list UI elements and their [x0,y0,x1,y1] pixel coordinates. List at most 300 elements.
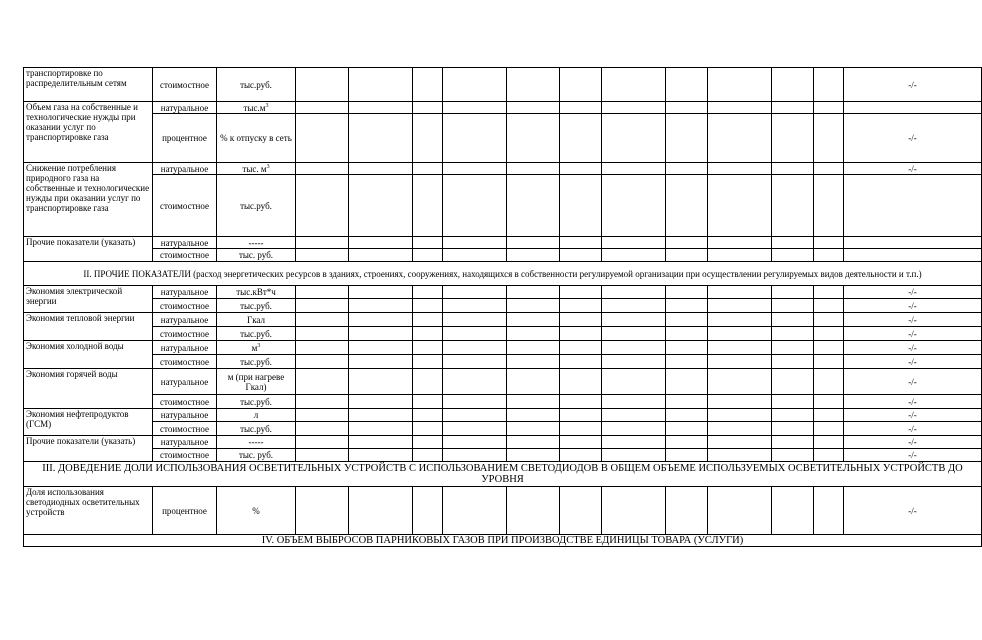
empty-cell [349,422,413,436]
empty-cell [413,114,443,163]
empty-cell [666,286,708,299]
indicator-name: транспортировке по распределительным сетям [24,68,153,102]
empty-cell [772,102,814,114]
indicator-type: натуральное [153,436,217,449]
empty-cell [814,422,844,436]
table-row [24,237,982,249]
empty-cell [507,355,560,369]
empty-cell [772,313,814,327]
indicator-type: натуральное [153,163,217,175]
empty-cell [443,286,507,299]
empty-cell [560,299,602,313]
empty-cell [666,436,708,449]
empty-cell [708,237,772,249]
indicator-type: стоимостное [153,249,217,262]
indicator-name: Экономия горячей воды [24,369,153,409]
empty-cell [296,395,349,409]
empty-cell [666,299,708,313]
empty-cell [708,327,772,341]
empty-cell [772,327,814,341]
table-row [24,436,982,449]
empty-cell [602,369,666,395]
table-row [24,395,982,409]
indicator-type: процентное [153,487,217,535]
empty-cell [772,175,814,237]
empty-cell [296,249,349,262]
empty-cell [814,369,844,395]
empty-cell [708,175,772,237]
empty-cell [814,114,844,163]
empty-cell [413,68,443,102]
indicator-name: Прочие показатели (указать) [24,436,153,462]
empty-cell [349,237,413,249]
empty-cell [413,449,443,462]
empty-cell [772,68,814,102]
empty-cell [349,175,413,237]
empty-cell [349,68,413,102]
table-row [24,249,982,262]
value-mark: -/- [844,327,982,341]
indicator-unit: тыс.руб. [217,422,296,436]
indicator-type: натуральное [153,313,217,327]
empty-cell [602,102,666,114]
indicator-name: Экономия электрической энергии [24,286,153,313]
empty-cell [443,68,507,102]
empty-cell [602,286,666,299]
empty-cell [708,422,772,436]
value-mark: -/- [844,395,982,409]
empty-cell [708,355,772,369]
value-mark: -/- [844,487,982,535]
table-row [24,327,982,341]
empty-cell [443,369,507,395]
empty-cell [349,249,413,262]
empty-cell [708,409,772,422]
table-row [24,175,982,237]
table-row [24,369,982,395]
empty-cell [814,341,844,355]
indicator-type: стоимостное [153,355,217,369]
empty-cell [772,395,814,409]
empty-cell [772,237,814,249]
empty-cell [413,436,443,449]
empty-cell [814,175,844,237]
empty-cell [413,355,443,369]
empty-cell [560,237,602,249]
empty-cell [507,436,560,449]
indicator-unit: тыс.руб. [217,355,296,369]
empty-cell [413,237,443,249]
empty-cell [443,422,507,436]
empty-cell [666,341,708,355]
empty-cell [814,395,844,409]
indicator-unit: м (при нагреве Гкал) [217,369,296,395]
empty-cell [349,409,413,422]
indicator-name: Прочие показатели (указать) [24,237,153,262]
empty-cell [708,102,772,114]
empty-cell [772,299,814,313]
value-mark: -/- [844,449,982,462]
empty-cell [602,341,666,355]
section-heading: III. ДОВЕДЕНИЕ ДОЛИ ИСПОЛЬЗОВАНИЯ ОСВЕТИТЕЛЬНЫХ УСТРОЙСТВ С ИСПОЛЬЗОВАНИЕМ СВЕТОДИОДОВ В ОБЩЕМ ОБЪЕМЕ ИСПОЛЬЗУЕМЫХ ОСВЕТИТЕЛЬНЫХ УСТРОЙСТВ ДО УРОВНЯ [24,462,982,487]
empty-cell [507,68,560,102]
empty-cell [560,114,602,163]
indicator-unit: тыс.кВт*ч [217,286,296,299]
section-row [24,535,982,547]
value-mark: -/- [844,409,982,422]
value-mark: -/- [844,299,982,313]
value-mark: -/- [844,355,982,369]
empty-cell [413,313,443,327]
empty-cell [443,436,507,449]
empty-cell [507,487,560,535]
empty-cell [666,68,708,102]
empty-cell [602,237,666,249]
empty-cell [708,487,772,535]
empty-cell [296,341,349,355]
empty-cell [296,487,349,535]
table-row [24,163,982,175]
empty-cell [507,327,560,341]
empty-cell [296,449,349,462]
empty-cell [443,487,507,535]
empty-cell [349,313,413,327]
empty-cell [772,114,814,163]
empty-cell [296,369,349,395]
empty-cell [602,114,666,163]
table-row [24,68,982,102]
indicator-name: Объем газа на собственные и технологические нужды при оказании услуг по транспортировке газа [24,102,153,163]
empty-cell [666,355,708,369]
empty-cell [560,369,602,395]
indicator-name: Экономия нефтепродуктов (ГСМ) [24,409,153,436]
indicator-unit: % [217,487,296,535]
empty-cell [602,409,666,422]
indicator-unit: тыс.руб. [217,327,296,341]
empty-cell [602,487,666,535]
empty-cell [296,237,349,249]
empty-cell [708,395,772,409]
empty-cell [772,341,814,355]
indicator-unit: тыс. руб. [217,449,296,462]
empty-cell [349,341,413,355]
indicator-unit: тыс.руб. [217,299,296,313]
indicator-name: Экономия холодной воды [24,341,153,369]
empty-cell [413,327,443,341]
table-row [24,355,982,369]
empty-cell [814,327,844,341]
empty-cell [772,355,814,369]
section-heading: IV. ОБЪЕМ ВЫБРОСОВ ПАРНИКОВЫХ ГАЗОВ ПРИ ПРОИЗВОДСТВЕ ЕДИНИЦЫ ТОВАРА (УСЛУГИ) [24,535,982,547]
empty-cell [413,369,443,395]
empty-cell [666,102,708,114]
empty-cell [507,286,560,299]
empty-cell [507,249,560,262]
indicator-unit: тыс. $м^3$ [217,163,296,175]
empty-cell [666,175,708,237]
empty-cell [413,395,443,409]
empty-cell [814,487,844,535]
indicators-table [23,67,982,547]
value-mark: -/- [844,422,982,436]
empty-cell [708,114,772,163]
empty-cell [507,422,560,436]
indicator-type: натуральное [153,237,217,249]
empty-cell [814,68,844,102]
empty-cell [666,163,708,175]
table-row [24,286,982,299]
section-row [24,462,982,487]
empty-cell [772,436,814,449]
empty-cell [296,299,349,313]
indicator-type: процентное [153,114,217,163]
table-row [24,409,982,422]
indicator-unit: ----- [217,436,296,449]
empty-cell [443,395,507,409]
section-heading: II. ПРОЧИЕ ПОКАЗАТЕЛИ (расход энергетических ресурсов в зданиях, строениях, сооружениях, находящихся в собственности регулируемой организации при осуществлении регулируемых видов деятельности и т.п.) [24,262,982,286]
empty-cell [666,369,708,395]
empty-cell [560,449,602,462]
indicator-type: стоимостное [153,299,217,313]
empty-cell [560,327,602,341]
empty-cell [349,355,413,369]
indicator-unit: тыс.руб. [217,68,296,102]
empty-cell [349,163,413,175]
empty-cell [443,449,507,462]
indicator-name: Снижение потребления природного газа на собственные и технологические нужды при оказании услуг по транспортировке газа [24,163,153,237]
empty-cell [296,313,349,327]
empty-cell [349,395,413,409]
empty-cell [507,175,560,237]
empty-cell [844,237,982,249]
empty-cell [560,249,602,262]
empty-cell [844,175,982,237]
empty-cell [708,249,772,262]
indicator-unit: тыс.руб. [217,395,296,409]
empty-cell [666,237,708,249]
empty-cell [666,327,708,341]
empty-cell [708,286,772,299]
empty-cell [560,163,602,175]
empty-cell [443,249,507,262]
value-mark: -/- [844,313,982,327]
empty-cell [814,313,844,327]
indicator-unit: $м^3$ [217,341,296,355]
empty-cell [413,422,443,436]
empty-cell [560,68,602,102]
table-row [24,487,982,535]
table-row [24,341,982,355]
empty-cell [708,369,772,395]
empty-cell [413,409,443,422]
empty-cell [814,163,844,175]
indicator-type: стоимостное [153,175,217,237]
indicator-type: натуральное [153,341,217,355]
table-row [24,449,982,462]
empty-cell [602,163,666,175]
empty-cell [708,163,772,175]
empty-cell [666,114,708,163]
empty-cell [560,341,602,355]
indicator-unit: % к отпуску в сеть [217,114,296,163]
empty-cell [296,436,349,449]
empty-cell [443,327,507,341]
indicator-name: Доля использования светодиодных осветительных устройств [24,487,153,535]
indicator-unit: л [217,409,296,422]
indicator-type: стоимостное [153,395,217,409]
indicator-type: натуральное [153,102,217,114]
empty-cell [296,355,349,369]
empty-cell [772,369,814,395]
indicator-type: натуральное [153,409,217,422]
empty-cell [708,313,772,327]
empty-cell [443,175,507,237]
empty-cell [507,237,560,249]
empty-cell [560,313,602,327]
empty-cell [602,68,666,102]
empty-cell [666,313,708,327]
empty-cell [507,449,560,462]
indicator-unit: Гкал [217,313,296,327]
empty-cell [296,163,349,175]
value-mark: -/- [844,68,982,102]
indicator-type: стоимостное [153,422,217,436]
empty-cell [296,327,349,341]
empty-cell [349,369,413,395]
empty-cell [602,313,666,327]
empty-cell [814,436,844,449]
empty-cell [560,286,602,299]
empty-cell [443,341,507,355]
empty-cell [814,102,844,114]
empty-cell [296,409,349,422]
empty-cell [413,487,443,535]
empty-cell [349,299,413,313]
empty-cell [507,102,560,114]
empty-cell [666,449,708,462]
indicator-type: стоимостное [153,449,217,462]
empty-cell [772,449,814,462]
empty-cell [296,102,349,114]
empty-cell [666,487,708,535]
empty-cell [772,409,814,422]
value-mark: -/- [844,436,982,449]
empty-cell [602,327,666,341]
value-mark: -/- [844,286,982,299]
empty-cell [772,163,814,175]
indicator-unit: тыс.руб. [217,175,296,237]
empty-cell [296,286,349,299]
value-mark: -/- [844,114,982,163]
empty-cell [349,487,413,535]
empty-cell [413,299,443,313]
empty-cell [560,102,602,114]
empty-cell [844,249,982,262]
indicator-type: стоимостное [153,68,217,102]
empty-cell [443,237,507,249]
empty-cell [413,163,443,175]
indicator-unit: ----- [217,237,296,249]
empty-cell [602,422,666,436]
empty-cell [507,313,560,327]
empty-cell [814,449,844,462]
empty-cell [507,114,560,163]
empty-cell [708,449,772,462]
empty-cell [413,341,443,355]
empty-cell [666,409,708,422]
empty-cell [507,369,560,395]
table-row [24,422,982,436]
empty-cell [814,355,844,369]
empty-cell [814,299,844,313]
empty-cell [772,249,814,262]
value-mark: -/- [844,369,982,395]
empty-cell [349,286,413,299]
empty-cell [507,299,560,313]
table-row [24,299,982,313]
empty-cell [443,313,507,327]
empty-cell [507,163,560,175]
empty-cell [560,395,602,409]
empty-cell [772,487,814,535]
empty-cell [507,341,560,355]
empty-cell [666,249,708,262]
empty-cell [708,436,772,449]
empty-cell [708,68,772,102]
empty-cell [708,341,772,355]
empty-cell [560,436,602,449]
indicator-unit: тыс. руб. [217,249,296,262]
empty-cell [507,395,560,409]
empty-cell [349,102,413,114]
empty-cell [507,409,560,422]
empty-cell [602,355,666,369]
empty-cell [602,395,666,409]
indicator-type: натуральное [153,286,217,299]
indicator-name: Экономия тепловой энергии [24,313,153,341]
indicator-unit: $тыс.м^3$ [217,102,296,114]
empty-cell [443,355,507,369]
empty-cell [602,449,666,462]
empty-cell [560,355,602,369]
empty-cell [413,102,443,114]
empty-cell [602,175,666,237]
empty-cell [560,422,602,436]
value-mark: -/- [844,341,982,355]
empty-cell [413,286,443,299]
table-row [24,114,982,163]
empty-cell [772,286,814,299]
empty-cell [844,102,982,114]
empty-cell [443,409,507,422]
indicator-type: натуральное [153,369,217,395]
empty-cell [296,114,349,163]
empty-cell [602,299,666,313]
empty-cell [814,237,844,249]
empty-cell [349,114,413,163]
empty-cell [772,422,814,436]
empty-cell [814,286,844,299]
empty-cell [560,175,602,237]
section-row [24,262,982,286]
empty-cell [602,249,666,262]
empty-cell [708,299,772,313]
empty-cell [560,409,602,422]
empty-cell [666,395,708,409]
empty-cell [560,487,602,535]
empty-cell [666,422,708,436]
indicator-type: стоимостное [153,327,217,341]
